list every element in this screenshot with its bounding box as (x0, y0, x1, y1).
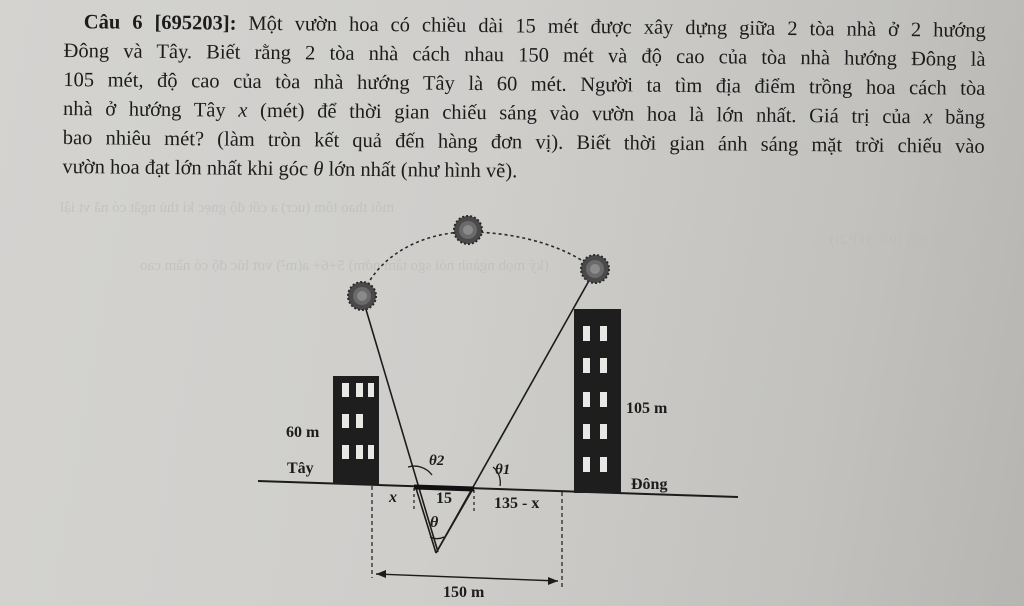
problem-text-4a: nhà ở hướng Tây (62, 97, 226, 122)
west-window (356, 445, 363, 459)
east-window (583, 358, 590, 373)
sun-icon (581, 255, 609, 283)
east-building (574, 309, 621, 493)
east-height-label: 105 m (626, 400, 668, 417)
segment-rest-label: 135 - x (494, 495, 540, 512)
sun-path-arc (362, 232, 595, 296)
east-window (600, 358, 607, 373)
west-window (368, 445, 374, 459)
problem-text-1: Một vườn hoa có chiều dài 15 mét được xây dựng giữa 2 tòa nhà ở 2 hướng (248, 12, 986, 42)
segment-15-label: 15 (436, 490, 452, 507)
east-window (600, 457, 607, 472)
problem-label: Câu 6 [695203]: (83, 11, 237, 35)
east-window (600, 424, 607, 439)
variable-x: x (238, 99, 248, 122)
west-building (333, 376, 379, 484)
problem-line-3: 105 mét, độ cao của tòa nhà hướng Tây là 60 mét. Người ta tìm địa điểm trồng hoa cách tòa (63, 68, 986, 100)
west-window (342, 383, 349, 397)
problem-text-6b: lớn nhất (như hình vẽ). (328, 158, 518, 183)
flower-garden-segment (414, 487, 474, 489)
sun-icon (454, 216, 482, 244)
theta1-label: θ1 (495, 462, 511, 478)
theta-label: θ (430, 514, 439, 531)
east-window (583, 457, 590, 472)
west-window (342, 445, 349, 459)
bleed-through-text-3: ngầm mới (05ε,1ƐP,2ɩ) (830, 232, 967, 248)
arrowhead-left (376, 570, 386, 578)
problem-text-4b: (mét) để thời gian chiếu sáng vào vườn hoa là lớn nhất. Giá trị của (259, 99, 911, 129)
problem-text-4c: bằng (945, 106, 986, 129)
distance-arrow (376, 574, 558, 581)
segment-x-label: x (389, 489, 397, 506)
east-building-body (574, 309, 621, 493)
arrowhead-right (548, 577, 558, 585)
theta2-label: θ2 (429, 453, 445, 469)
problem-line-5: bao nhiêu mét? (làm tròn kết quả đến hàng đơn vị). Biết thời gian ánh sáng mặt trời chiếu vào (62, 126, 985, 158)
east-window (600, 326, 607, 341)
total-distance-label: 150 m (443, 584, 485, 601)
east-window (583, 326, 590, 341)
west-window (356, 383, 363, 397)
variable-x-2: x (923, 106, 933, 129)
west-window (368, 383, 374, 397)
west-window (342, 414, 349, 428)
west-direction-label: Tây (287, 460, 314, 477)
west-height-label: 60 m (286, 424, 320, 441)
bleed-through-text-2: (ký mọb ngành nói sgo tâm nớm) 5+6+ a(m²) vơt lúc độ có nầm cao (140, 258, 549, 274)
problem-text-6a: vườn hoa đạt lớn nhất khi góc (62, 155, 309, 181)
east-window (583, 424, 590, 439)
east-window (583, 392, 590, 407)
sun-icon (348, 282, 376, 310)
variable-theta: θ (313, 158, 324, 181)
bleed-through-text-1: mỗi thao tôm (ucr) a cốt độ gnẹc ki thủ ngãt có nã vt iậl (60, 200, 395, 216)
west-window (356, 414, 363, 428)
problem-line-2: Đông và Tây. Biết rằng 2 tòa nhà cách nhau 150 mét và độ cao của tòa nhà hướng Đông là (63, 39, 986, 71)
east-direction-label: Đông (631, 476, 668, 493)
east-window (600, 392, 607, 407)
theta-arc (430, 537, 444, 539)
